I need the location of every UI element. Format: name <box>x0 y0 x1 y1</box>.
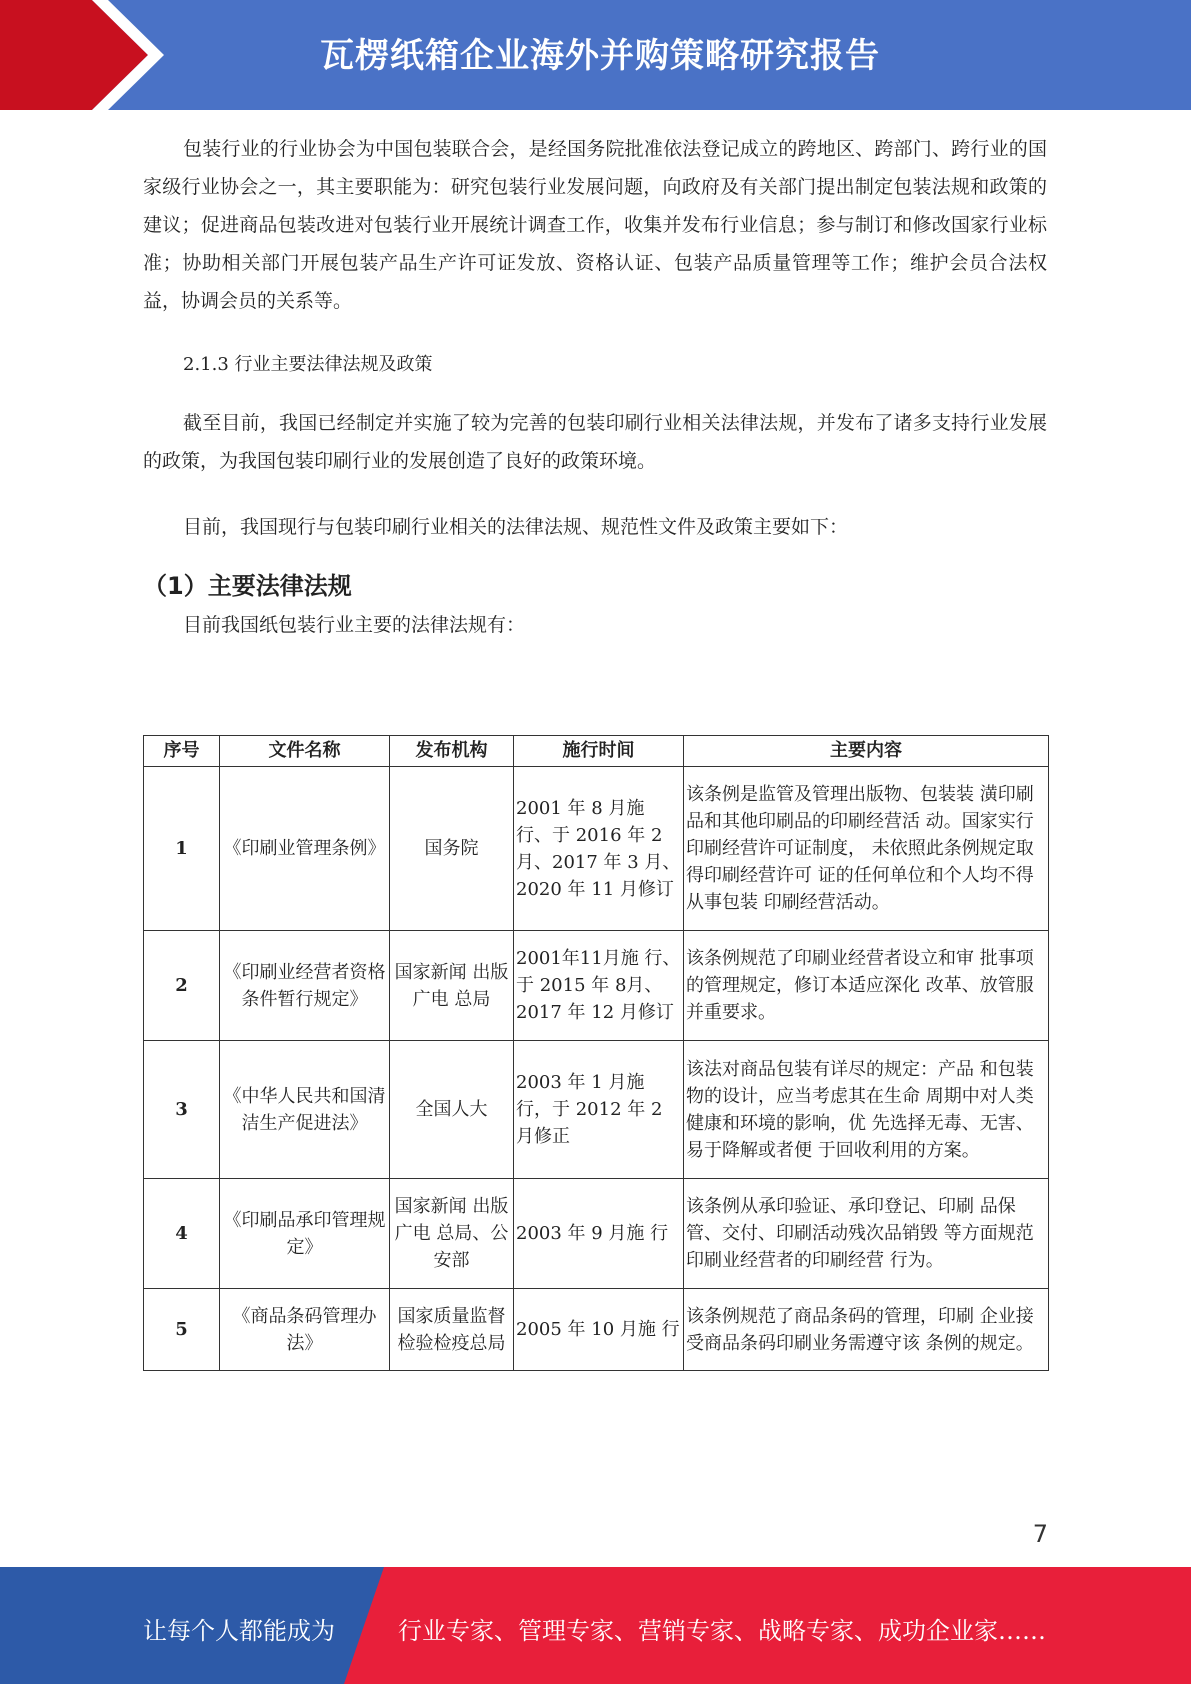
laws-table <box>143 735 1049 1371</box>
cell-no: 4 <box>144 1179 220 1289</box>
table-row <box>144 931 1049 1041</box>
cell-agency: 国家新闻 出版广电 总局、公 安部 <box>390 1179 514 1289</box>
cell-content: 该条例规范了印刷业经营者设立和审 批事项的管理规定，修订本适应深化 改革、放管服并重要求。 <box>684 931 1049 1041</box>
cell-date: 2003 年 1 月施 行，于 2012 年 2 月修正 <box>514 1041 684 1179</box>
cell-content: 该条例规范了商品条码的管理，印刷 企业接受商品条码印刷业务需遵守该 条例的规定。 <box>684 1289 1049 1371</box>
cell-date: 2005 年 10 月施 行 <box>514 1289 684 1371</box>
cell-content: 该条例是监管及管理出版物、包装装 潢印刷品和其他印刷品的印刷经营活 动。国家实行印刷经营许可证制度， 未依照此条例规定取得印刷经营许可 证的任何单位和个人均不得从事包装 印刷经营活动。 <box>684 767 1049 931</box>
header-no: 序号 <box>144 736 220 767</box>
section-subheading: 2.1.3 行业主要法律法规及政策 <box>183 354 433 375</box>
header-name: 文件名称 <box>220 736 390 767</box>
footer-slogan-left: 让每个人都能成为 <box>143 1617 335 1645</box>
cell-content: 该条例从承印验证、承印登记、印刷 品保管、交付、印刷活动残次品销毁 等方面规范印刷业经营者的印刷经营 行为。 <box>684 1179 1049 1289</box>
main-content <box>143 130 1047 644</box>
cell-name: 《商品条码管理办法》 <box>220 1289 390 1371</box>
paragraph-association: 包装行业的行业协会为中国包装联合会，是经国务院批准依法登记成立的跨地区、跨部门、跨行业的国家级行业协会之一，其主要职能为：研究包装行业发展问题，向政府及有关部门提出制定包装法规和政策的建议；促进商品包装改进对包装行业开展统计调查工作，收集并发布行业信息；参与制订和修改国家行业标准；协助相关部门开展包装产品生产许可证发放、资格认证、包装产品质量管理等工作；维护会员合法权益，协调会员的关系等。 <box>143 138 1047 312</box>
cell-no: 5 <box>144 1289 220 1371</box>
page-footer <box>0 1567 1191 1684</box>
table-row <box>144 1289 1049 1371</box>
cell-date: 2001年11月施 行、于 2015 年 8月、2017 年 12 月修订 <box>514 931 684 1041</box>
cell-date: 2003 年 9 月施 行 <box>514 1179 684 1289</box>
cell-content: 该法对商品包装有详尽的规定：产品 和包装物的设计，应当考虑其在生命 周期中对人类健康和环境的影响，优 先选择无毒、无害、易于降解或者便 于回收利用的方案。 <box>684 1041 1049 1179</box>
paragraph-table-intro: 目前我国纸包装行业主要的法律法规有： <box>183 614 526 636</box>
cell-no: 2 <box>144 931 220 1041</box>
table-header-row <box>144 736 1049 767</box>
header-content: 主要内容 <box>684 736 1049 767</box>
cell-agency: 国务院 <box>390 767 514 931</box>
header-date: 施行时间 <box>514 736 684 767</box>
section-heading: （1）主要法律法规 <box>143 572 352 600</box>
header-agency: 发布机构 <box>390 736 514 767</box>
cell-agency: 全国人大 <box>390 1041 514 1179</box>
cell-agency: 国家质量监督检验检疫总局 <box>390 1289 514 1371</box>
table-row <box>144 1179 1049 1289</box>
footer-slogan-right: 行业专家、管理专家、营销专家、战略专家、成功企业家…… <box>398 1617 1046 1645</box>
page-header <box>0 0 1191 110</box>
paragraph-current-laws: 目前，我国现行与包装印刷行业相关的法律法规、规范性文件及政策主要如下： <box>183 516 849 538</box>
paragraph-legal-overview: 截至目前，我国已经制定并实施了较为完善的包装印刷行业相关法律法规，并发布了诸多支持行业发展的政策，为我国包装印刷行业的发展创造了良好的政策环境。 <box>143 412 1047 472</box>
cell-name: 《中华人民共和国清洁生产促进法》 <box>220 1041 390 1179</box>
table-row <box>144 1041 1049 1179</box>
cell-name: 《印刷业经营者资格条件暂行规定》 <box>220 931 390 1041</box>
report-title: 瓦楞纸箱企业海外并购策略研究报告 <box>320 36 880 76</box>
table-row <box>144 767 1049 931</box>
cell-name: 《印刷业管理条例》 <box>220 767 390 931</box>
page-number: 7 <box>1032 1520 1048 1548</box>
cell-no: 1 <box>144 767 220 931</box>
cell-agency: 国家新闻 出版广电 总局 <box>390 931 514 1041</box>
cell-name: 《印刷品承印管理规定》 <box>220 1179 390 1289</box>
cell-no: 3 <box>144 1041 220 1179</box>
cell-date: 2001 年 8 月施 行、于 2016 年 2 月、2017 年 3 月、2020 年 11 月修订 <box>514 767 684 931</box>
